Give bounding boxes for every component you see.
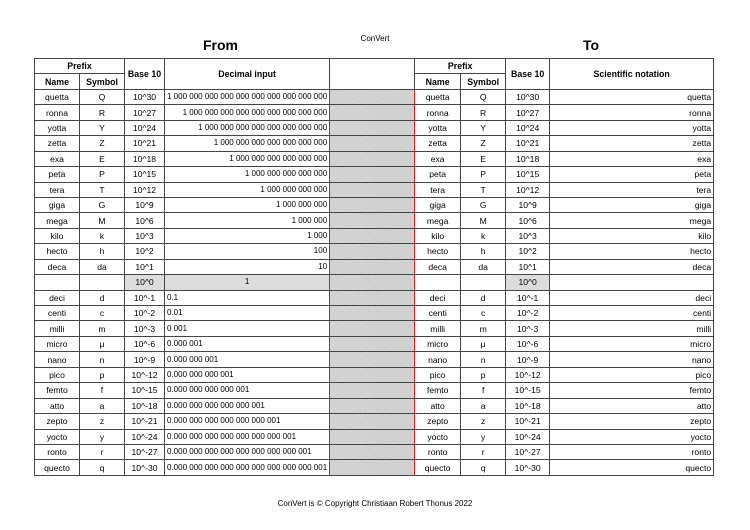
scientific-notation-cell: kilo: [550, 228, 714, 243]
to-prefix-symbol: q: [461, 460, 506, 475]
from-base10-cell: 10^15: [125, 167, 165, 182]
hatched-result-cell: [330, 275, 415, 290]
to-base10-cell: 10^9: [506, 197, 550, 212]
from-prefix-header: Prefix: [35, 59, 125, 74]
to-prefix-symbol: G: [461, 197, 506, 212]
from-prefix-name: deca: [35, 259, 80, 274]
decimal-input-cell[interactable]: 0.000 000 000 000 000 000 000 000 000 001: [165, 460, 330, 475]
from-base10-cell: 10^18: [125, 151, 165, 166]
from-prefix-symbol: Z: [80, 136, 125, 151]
scientific-notation-cell: yocto: [550, 429, 714, 444]
from-prefix-name: kilo: [35, 228, 80, 243]
scientific-notation-cell: nano: [550, 352, 714, 367]
scientific-notation-header: Scientific notation: [550, 59, 714, 90]
from-prefix-name: yotta: [35, 120, 80, 135]
scientific-notation-cell: zepto: [550, 414, 714, 429]
to-prefix-name: ronna: [415, 105, 461, 120]
hatched-result-cell: [330, 244, 415, 259]
to-base10-cell: 10^18: [506, 151, 550, 166]
to-prefix-symbol: Y: [461, 120, 506, 135]
table-row: [35, 321, 714, 336]
to-base10-cell: 10^-24: [506, 429, 550, 444]
table-row: [35, 120, 714, 135]
from-prefix-name: ronto: [35, 444, 80, 459]
hatched-result-cell: [330, 120, 415, 135]
from-prefix-name: ronna: [35, 105, 80, 120]
to-base10-cell: 10^27: [506, 105, 550, 120]
from-prefix-symbol: c: [80, 306, 125, 321]
to-prefix-symbol: p: [461, 367, 506, 382]
scientific-notation-cell: micro: [550, 336, 714, 351]
to-base10-cell: 10^-30: [506, 460, 550, 475]
to-base10-cell: 10^15: [506, 167, 550, 182]
table-row: [35, 275, 714, 290]
to-prefix-name: quecto: [415, 460, 461, 475]
scientific-notation-cell: quecto: [550, 460, 714, 475]
to-base10-header: Base 10: [506, 59, 550, 90]
to-base10-cell: 10^-18: [506, 398, 550, 413]
from-prefix-name: mega: [35, 213, 80, 228]
from-prefix-name: giga: [35, 197, 80, 212]
from-prefix-symbol: R: [80, 105, 125, 120]
from-prefix-symbol: n: [80, 352, 125, 367]
decimal-input-cell[interactable]: 1 000 000 000 000 000 000 000 000: [165, 120, 330, 135]
decimal-input-cell[interactable]: 0.000 000 000 000 000 000 000 001: [165, 429, 330, 444]
decimal-input-cell[interactable]: 0.000 000 000 000 000 001: [165, 398, 330, 413]
from-prefix-symbol: Y: [80, 120, 125, 135]
from-prefix-symbol: E: [80, 151, 125, 166]
to-prefix-name: quetta: [415, 89, 461, 104]
table-row: [35, 151, 714, 166]
decimal-input-cell[interactable]: 1 000 000 000: [165, 197, 330, 212]
decimal-input-cell[interactable]: 0.000 000 001: [165, 352, 330, 367]
to-prefix-symbol: a: [461, 398, 506, 413]
hatched-result-cell: [330, 398, 415, 413]
hatched-result-cell: [330, 429, 415, 444]
to-symbol-header: Symbol: [461, 74, 506, 89]
hatched-result-cell: [330, 444, 415, 459]
hatched-result-cell: [330, 321, 415, 336]
hatched-result-cell: [330, 460, 415, 475]
hatched-result-cell: [330, 352, 415, 367]
scientific-notation-cell: [550, 275, 714, 290]
from-base10-cell: 10^27: [125, 105, 165, 120]
to-prefix-symbol: n: [461, 352, 506, 367]
to-prefix-symbol: [461, 275, 506, 290]
to-prefix-name: tera: [415, 182, 461, 197]
from-symbol-header: Symbol: [80, 74, 125, 89]
from-base10-cell: 10^9: [125, 197, 165, 212]
to-prefix-symbol: T: [461, 182, 506, 197]
to-prefix-name: hecto: [415, 244, 461, 259]
scientific-notation-cell: yotta: [550, 120, 714, 135]
from-prefix-symbol: P: [80, 167, 125, 182]
from-base10-cell: 10^-3: [125, 321, 165, 336]
decimal-input-cell[interactable]: 0.000 000 000 000 000 000 001: [165, 414, 330, 429]
from-prefix-symbol: [80, 275, 125, 290]
from-prefix-symbol: G: [80, 197, 125, 212]
from-prefix-name: hecto: [35, 244, 80, 259]
decimal-input-cell[interactable]: 10: [165, 259, 330, 274]
scientific-notation-cell: tera: [550, 182, 714, 197]
from-prefix-name: femto: [35, 383, 80, 398]
to-base10-cell: 10^-15: [506, 383, 550, 398]
to-prefix-name: centi: [415, 306, 461, 321]
to-base10-cell: 10^-12: [506, 367, 550, 382]
from-prefix-name: nano: [35, 352, 80, 367]
table-row: [35, 228, 714, 243]
to-prefix-name: pico: [415, 367, 461, 382]
table-row: [35, 290, 714, 305]
to-prefix-name: zepto: [415, 414, 461, 429]
scientific-notation-cell: hecto: [550, 244, 714, 259]
to-prefix-name: femto: [415, 383, 461, 398]
decimal-input-cell[interactable]: 100: [165, 244, 330, 259]
scientific-notation-cell: ronna: [550, 105, 714, 120]
hatched-result-cell: [330, 136, 415, 151]
decimal-input-cell[interactable]: 1 000 000 000 000 000 000: [165, 151, 330, 166]
to-prefix-symbol: c: [461, 306, 506, 321]
scientific-notation-cell: peta: [550, 167, 714, 182]
decimal-input-cell[interactable]: 0.1: [165, 290, 330, 305]
decimal-input-header: Decimal input: [165, 59, 330, 90]
from-prefix-name: tera: [35, 182, 80, 197]
to-prefix-name: [415, 275, 461, 290]
table-row: [35, 244, 714, 259]
scientific-notation-cell: femto: [550, 383, 714, 398]
to-prefix-symbol: h: [461, 244, 506, 259]
to-prefix-symbol: z: [461, 414, 506, 429]
from-base10-cell: 10^30: [125, 89, 165, 104]
to-prefix-symbol: μ: [461, 336, 506, 351]
to-name-header: Name: [415, 74, 461, 89]
to-prefix-symbol: da: [461, 259, 506, 274]
from-prefix-name: atto: [35, 398, 80, 413]
table-row: [35, 89, 714, 104]
from-prefix-symbol: h: [80, 244, 125, 259]
to-base10-cell: 10^2: [506, 244, 550, 259]
to-base10-cell: 10^3: [506, 228, 550, 243]
to-base10-cell: 10^0: [506, 275, 550, 290]
from-prefix-name: zepto: [35, 414, 80, 429]
from-base10-cell: 10^24: [125, 120, 165, 135]
to-prefix-name: mega: [415, 213, 461, 228]
from-base10-cell: 10^-2: [125, 306, 165, 321]
to-title: To: [583, 37, 600, 53]
scientific-notation-cell: milli: [550, 321, 714, 336]
to-prefix-name: nano: [415, 352, 461, 367]
table-row: [35, 136, 714, 151]
decimal-input-cell[interactable]: 1 000 000: [165, 213, 330, 228]
hatched-result-cell: [330, 414, 415, 429]
from-prefix-symbol: k: [80, 228, 125, 243]
to-prefix-name: ronto: [415, 444, 461, 459]
hatched-result-cell: [330, 167, 415, 182]
hatched-result-cell: [330, 213, 415, 228]
hatched-result-cell: [330, 290, 415, 305]
from-base10-cell: 10^0: [125, 275, 165, 290]
from-base10-cell: 10^-18: [125, 398, 165, 413]
to-prefix-symbol: y: [461, 429, 506, 444]
scientific-notation-cell: deca: [550, 259, 714, 274]
from-base10-header: Base 10: [125, 59, 165, 90]
header-row-1: [35, 59, 714, 74]
table-row: [35, 429, 714, 444]
table-row: [35, 167, 714, 182]
from-prefix-symbol: Q: [80, 89, 125, 104]
scientific-notation-cell: zetta: [550, 136, 714, 151]
to-prefix-name: deca: [415, 259, 461, 274]
to-prefix-name: atto: [415, 398, 461, 413]
to-prefix-name: milli: [415, 321, 461, 336]
to-base10-cell: 10^30: [506, 89, 550, 104]
scientific-notation-cell: ronto: [550, 444, 714, 459]
decimal-input-cell[interactable]: 1 000 000 000 000 000 000 000: [165, 136, 330, 151]
from-base10-cell: 10^-1: [125, 290, 165, 305]
from-base10-cell: 10^6: [125, 213, 165, 228]
to-base10-cell: 10^-1: [506, 290, 550, 305]
from-prefix-name: quetta: [35, 89, 80, 104]
table-row: [35, 306, 714, 321]
from-base10-cell: 10^2: [125, 244, 165, 259]
decimal-input-cell[interactable]: 1: [165, 275, 330, 290]
to-prefix-name: deci: [415, 290, 461, 305]
from-prefix-name: pico: [35, 367, 80, 382]
to-prefix-name: yotta: [415, 120, 461, 135]
from-title: From: [203, 37, 238, 53]
from-base10-cell: 10^3: [125, 228, 165, 243]
from-prefix-name: exa: [35, 151, 80, 166]
scientific-notation-cell: giga: [550, 197, 714, 212]
hatched-result-cell: [330, 151, 415, 166]
to-prefix-name: exa: [415, 151, 461, 166]
decimal-input-cell[interactable]: 0.000 001: [165, 336, 330, 351]
copyright-footer: ConVert is © Copyright Christiaan Robert Thonus 2022: [277, 499, 473, 508]
to-base10-cell: 10^24: [506, 120, 550, 135]
table-row: [35, 259, 714, 274]
scientific-notation-cell: mega: [550, 213, 714, 228]
decimal-input-cell[interactable]: 1 000 000 000 000 000 000 000 000 000 000: [165, 89, 330, 104]
table-row: [35, 197, 714, 212]
to-base10-cell: 10^-6: [506, 336, 550, 351]
to-base10-cell: 10^21: [506, 136, 550, 151]
to-prefix-symbol: M: [461, 213, 506, 228]
from-prefix-symbol: M: [80, 213, 125, 228]
table-row: [35, 460, 714, 475]
from-prefix-symbol: q: [80, 460, 125, 475]
to-prefix-symbol: f: [461, 383, 506, 398]
table-row: [35, 352, 714, 367]
decimal-input-cell[interactable]: 1 000 000 000 000 000: [165, 167, 330, 182]
scientific-notation-cell: deci: [550, 290, 714, 305]
table-row: [35, 182, 714, 197]
from-base10-cell: 10^-21: [125, 414, 165, 429]
hatched-result-cell: [330, 367, 415, 382]
from-prefix-name: milli: [35, 321, 80, 336]
from-prefix-name: peta: [35, 167, 80, 182]
to-prefix-name: giga: [415, 197, 461, 212]
from-prefix-symbol: μ: [80, 336, 125, 351]
hatched-result-cell: [330, 383, 415, 398]
hatched-result-cell: [330, 89, 415, 104]
from-base10-cell: 10^-30: [125, 460, 165, 475]
hatched-result-cell: [330, 105, 415, 120]
from-base10-cell: 10^-9: [125, 352, 165, 367]
table-row: [35, 367, 714, 382]
from-prefix-symbol: d: [80, 290, 125, 305]
table-row: [35, 336, 714, 351]
table-row: [35, 414, 714, 429]
table-body: [35, 59, 714, 476]
to-base10-cell: 10^-21: [506, 414, 550, 429]
decimal-input-cell[interactable]: 1 000: [165, 228, 330, 243]
from-prefix-name: quecto: [35, 460, 80, 475]
from-base10-cell: 10^-6: [125, 336, 165, 351]
table-row: [35, 383, 714, 398]
from-prefix-symbol: da: [80, 259, 125, 274]
scientific-notation-cell: exa: [550, 151, 714, 166]
to-base10-cell: 10^-27: [506, 444, 550, 459]
from-prefix-symbol: z: [80, 414, 125, 429]
from-prefix-name: [35, 275, 80, 290]
conversion-table: [34, 58, 714, 476]
to-prefix-symbol: E: [461, 151, 506, 166]
from-base10-cell: 10^-15: [125, 383, 165, 398]
hatched-result-cell: [330, 182, 415, 197]
from-base10-cell: 10^-24: [125, 429, 165, 444]
scientific-notation-cell: quetta: [550, 89, 714, 104]
table-row: [35, 105, 714, 120]
to-prefix-symbol: d: [461, 290, 506, 305]
from-prefix-name: yocto: [35, 429, 80, 444]
app-title: ConVert: [360, 34, 390, 43]
to-prefix-name: kilo: [415, 228, 461, 243]
table-row: [35, 398, 714, 413]
to-prefix-symbol: r: [461, 444, 506, 459]
from-prefix-symbol: y: [80, 429, 125, 444]
hatched-result-cell: [330, 228, 415, 243]
from-prefix-name: deci: [35, 290, 80, 305]
to-base10-cell: 10^1: [506, 259, 550, 274]
to-base10-cell: 10^-9: [506, 352, 550, 367]
to-prefix-symbol: Q: [461, 89, 506, 104]
from-prefix-name: zetta: [35, 136, 80, 151]
hatched-result-cell: [330, 259, 415, 274]
from-base10-cell: 10^12: [125, 182, 165, 197]
to-base10-cell: 10^6: [506, 213, 550, 228]
decimal-input-cell[interactable]: 0.000 000 000 000 001: [165, 383, 330, 398]
to-base10-cell: 10^-2: [506, 306, 550, 321]
scientific-notation-cell: atto: [550, 398, 714, 413]
hatched-result-cell: [330, 336, 415, 351]
from-prefix-symbol: r: [80, 444, 125, 459]
decimal-input-cell[interactable]: 1 000 000 000 000: [165, 182, 330, 197]
from-base10-cell: 10^-27: [125, 444, 165, 459]
from-prefix-symbol: a: [80, 398, 125, 413]
to-prefix-name: peta: [415, 167, 461, 182]
scientific-notation-cell: centi: [550, 306, 714, 321]
to-prefix-symbol: P: [461, 167, 506, 182]
table-row: [35, 444, 714, 459]
decimal-input-cell[interactable]: 0 001: [165, 321, 330, 336]
to-prefix-symbol: m: [461, 321, 506, 336]
to-prefix-name: micro: [415, 336, 461, 351]
from-prefix-symbol: p: [80, 367, 125, 382]
to-prefix-header: Prefix: [415, 59, 506, 74]
from-prefix-symbol: T: [80, 182, 125, 197]
to-prefix-name: yocto: [415, 429, 461, 444]
from-prefix-symbol: m: [80, 321, 125, 336]
table-row: [35, 213, 714, 228]
hatched-result-cell: [330, 197, 415, 212]
hatched-result-cell: [330, 306, 415, 321]
scientific-notation-cell: pico: [550, 367, 714, 382]
from-prefix-name: micro: [35, 336, 80, 351]
decimal-input-cell[interactable]: 1 000 000 000 000 000 000 000 000 000: [165, 105, 330, 120]
from-base10-cell: 10^21: [125, 136, 165, 151]
to-prefix-symbol: R: [461, 105, 506, 120]
to-prefix-symbol: k: [461, 228, 506, 243]
from-prefix-symbol: f: [80, 383, 125, 398]
from-base10-cell: 10^1: [125, 259, 165, 274]
from-base10-cell: 10^-12: [125, 367, 165, 382]
decimal-input-cell[interactable]: 0.000 000 000 000 000 000 000 000 001: [165, 444, 330, 459]
to-prefix-symbol: Z: [461, 136, 506, 151]
to-prefix-name: zetta: [415, 136, 461, 151]
to-base10-cell: 10^12: [506, 182, 550, 197]
decimal-input-cell[interactable]: 0.01: [165, 306, 330, 321]
header-gap: [330, 59, 415, 90]
decimal-input-cell[interactable]: 0.000 000 000 001: [165, 367, 330, 382]
from-prefix-name: centi: [35, 306, 80, 321]
to-base10-cell: 10^-3: [506, 321, 550, 336]
from-name-header: Name: [35, 74, 80, 89]
